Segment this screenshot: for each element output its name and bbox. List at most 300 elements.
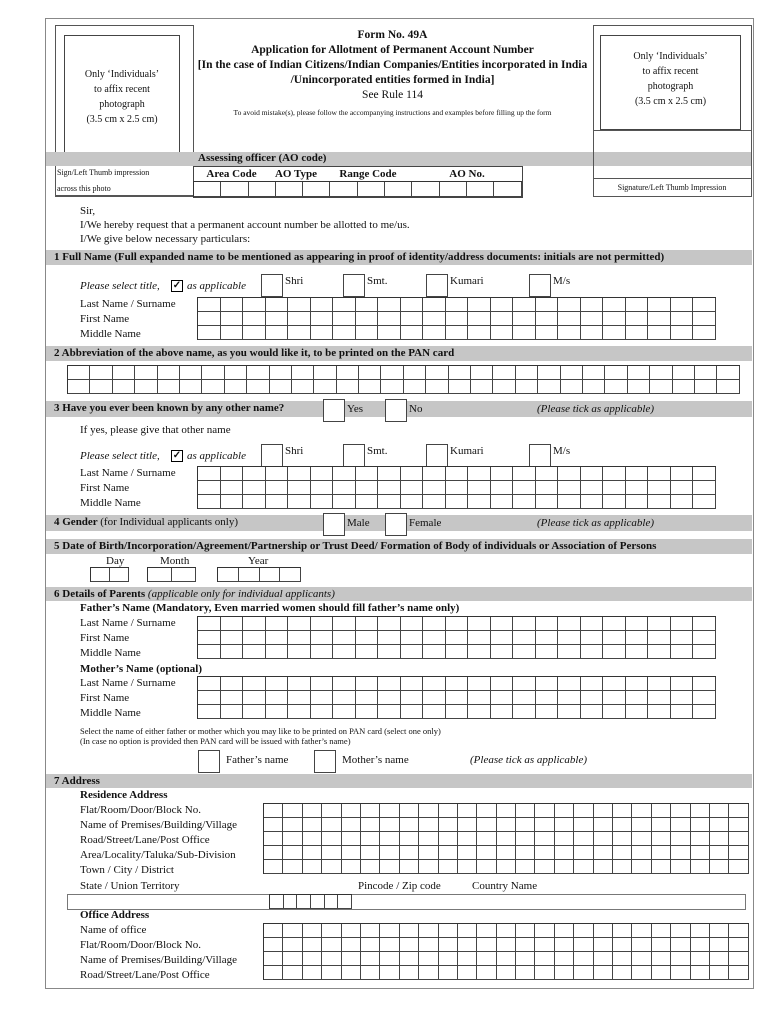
- char-cell[interactable]: [356, 677, 379, 691]
- char-cell[interactable]: [535, 818, 554, 832]
- char-cell[interactable]: [303, 966, 322, 980]
- char-cell[interactable]: [671, 924, 690, 938]
- char-cell[interactable]: [439, 804, 458, 818]
- father-name-checkbox[interactable]: [198, 750, 220, 773]
- char-cell[interactable]: [477, 846, 496, 860]
- title-checkbox-kumari[interactable]: [426, 274, 448, 297]
- char-cell[interactable]: [303, 818, 322, 832]
- char-cell[interactable]: [378, 312, 401, 326]
- char-cell[interactable]: [239, 568, 260, 582]
- char-cell[interactable]: [458, 804, 477, 818]
- char-cell[interactable]: [401, 617, 424, 631]
- char-cell[interactable]: [446, 617, 469, 631]
- char-cell[interactable]: [632, 818, 651, 832]
- char-cell[interactable]: [536, 691, 559, 705]
- char-cell[interactable]: [594, 818, 613, 832]
- char-cell[interactable]: [311, 705, 334, 719]
- char-cell[interactable]: [652, 846, 671, 860]
- char-cell[interactable]: [491, 481, 514, 495]
- char-cell[interactable]: [536, 481, 559, 495]
- char-cell[interactable]: [581, 617, 604, 631]
- char-cell[interactable]: [283, 938, 302, 952]
- char-cell[interactable]: [180, 366, 202, 380]
- char-cell[interactable]: [693, 312, 716, 326]
- char-cell[interactable]: [671, 645, 694, 659]
- char-cell[interactable]: [581, 298, 604, 312]
- char-cell[interactable]: [581, 467, 604, 481]
- char-cell[interactable]: [221, 481, 244, 495]
- char-cell[interactable]: [594, 860, 613, 874]
- char-cell[interactable]: [693, 495, 716, 509]
- title-checkbox-ms[interactable]: [529, 274, 551, 297]
- char-cell[interactable]: [380, 818, 399, 832]
- char-cell[interactable]: [322, 832, 341, 846]
- char-cell[interactable]: [283, 860, 302, 874]
- char-cell[interactable]: [439, 818, 458, 832]
- char-cell[interactable]: [419, 952, 438, 966]
- char-cell[interactable]: [605, 366, 627, 380]
- char-cell[interactable]: [693, 705, 716, 719]
- char-cell[interactable]: [419, 804, 438, 818]
- char-cell[interactable]: [378, 481, 401, 495]
- char-cell[interactable]: [264, 924, 283, 938]
- char-cell[interactable]: [288, 495, 311, 509]
- char-cell[interactable]: [311, 895, 325, 909]
- char-cell[interactable]: [717, 366, 739, 380]
- char-cell[interactable]: [613, 804, 632, 818]
- char-cell[interactable]: [555, 952, 574, 966]
- char-cell[interactable]: [648, 645, 671, 659]
- char-cell[interactable]: [311, 298, 334, 312]
- char-cell[interactable]: [333, 617, 356, 631]
- char-cell[interactable]: [581, 326, 604, 340]
- char-cell[interactable]: [266, 691, 289, 705]
- char-cell[interactable]: [68, 380, 90, 394]
- char-cell[interactable]: [380, 804, 399, 818]
- char-cell[interactable]: [361, 952, 380, 966]
- char-cell[interactable]: [356, 326, 379, 340]
- char-cell[interactable]: [513, 326, 536, 340]
- char-cell[interactable]: [423, 677, 446, 691]
- char-cell[interactable]: [650, 366, 672, 380]
- char-cell[interactable]: [221, 312, 244, 326]
- char-cell[interactable]: [439, 832, 458, 846]
- char-cell[interactable]: [632, 924, 651, 938]
- char-cell[interactable]: [198, 645, 221, 659]
- char-cell[interactable]: [458, 832, 477, 846]
- char-cell[interactable]: [468, 481, 491, 495]
- char-cell[interactable]: [378, 677, 401, 691]
- char-cell[interactable]: [283, 846, 302, 860]
- char-cell[interactable]: [536, 645, 559, 659]
- yes-checkbox[interactable]: [323, 399, 345, 422]
- char-cell[interactable]: [322, 846, 341, 860]
- char-cell[interactable]: [538, 380, 560, 394]
- char-cell[interactable]: [400, 924, 419, 938]
- char-cell[interactable]: [729, 832, 748, 846]
- char-cell[interactable]: [400, 846, 419, 860]
- title-checkbox-smt[interactable]: [343, 444, 365, 467]
- char-cell[interactable]: [221, 645, 244, 659]
- char-cell[interactable]: [419, 846, 438, 860]
- char-cell[interactable]: [221, 326, 244, 340]
- char-cell[interactable]: [632, 832, 651, 846]
- char-cell[interactable]: [292, 380, 314, 394]
- char-cell[interactable]: [423, 495, 446, 509]
- char-cell[interactable]: [491, 312, 514, 326]
- char-cell[interactable]: [361, 860, 380, 874]
- char-cell[interactable]: [691, 804, 710, 818]
- char-cell[interactable]: [555, 924, 574, 938]
- char-cell[interactable]: [288, 645, 311, 659]
- char-cell[interactable]: [333, 677, 356, 691]
- char-cell[interactable]: [426, 366, 448, 380]
- char-cell[interactable]: [303, 804, 322, 818]
- char-cell[interactable]: [400, 804, 419, 818]
- char-cell[interactable]: [401, 481, 424, 495]
- char-cell[interactable]: [303, 832, 322, 846]
- char-cell[interactable]: [603, 617, 626, 631]
- char-cell[interactable]: [671, 467, 694, 481]
- char-cell[interactable]: [264, 952, 283, 966]
- char-cell[interactable]: [603, 481, 626, 495]
- char-cell[interactable]: [322, 860, 341, 874]
- char-cell[interactable]: [446, 298, 469, 312]
- char-cell[interactable]: [648, 326, 671, 340]
- char-cell[interactable]: [288, 677, 311, 691]
- char-cell[interactable]: [458, 818, 477, 832]
- char-cell[interactable]: [247, 380, 269, 394]
- char-cell[interactable]: [671, 631, 694, 645]
- char-cell[interactable]: [401, 312, 424, 326]
- char-cell[interactable]: [247, 366, 269, 380]
- char-cell[interactable]: [361, 924, 380, 938]
- char-cell[interactable]: [468, 631, 491, 645]
- char-cell[interactable]: [342, 966, 361, 980]
- char-cell[interactable]: [574, 818, 593, 832]
- char-cell[interactable]: [401, 691, 424, 705]
- char-cell[interactable]: [648, 631, 671, 645]
- char-cell[interactable]: [536, 326, 559, 340]
- char-cell[interactable]: [401, 298, 424, 312]
- char-cell[interactable]: [288, 617, 311, 631]
- char-cell[interactable]: [626, 617, 649, 631]
- char-cell[interactable]: [468, 705, 491, 719]
- char-cell[interactable]: [401, 326, 424, 340]
- char-cell[interactable]: [356, 617, 379, 631]
- char-cell[interactable]: [356, 312, 379, 326]
- char-cell[interactable]: [613, 952, 632, 966]
- state-pincode-country-field[interactable]: [67, 894, 746, 910]
- char-cell[interactable]: [404, 366, 426, 380]
- char-cell[interactable]: [266, 495, 289, 509]
- char-cell[interactable]: [311, 645, 334, 659]
- char-cell[interactable]: [198, 467, 221, 481]
- char-cell[interactable]: [266, 645, 289, 659]
- char-cell[interactable]: [423, 326, 446, 340]
- char-cell[interactable]: [581, 645, 604, 659]
- char-cell[interactable]: [311, 617, 334, 631]
- char-cell[interactable]: [693, 691, 716, 705]
- char-cell[interactable]: [558, 617, 581, 631]
- char-cell[interactable]: [221, 677, 244, 691]
- char-cell[interactable]: [243, 631, 266, 645]
- char-cell[interactable]: [581, 691, 604, 705]
- char-cell[interactable]: [468, 298, 491, 312]
- char-cell[interactable]: [652, 966, 671, 980]
- char-cell[interactable]: [202, 380, 224, 394]
- char-cell[interactable]: [400, 938, 419, 952]
- char-cell[interactable]: [671, 312, 694, 326]
- char-cell[interactable]: [439, 846, 458, 860]
- char-cell[interactable]: [671, 617, 694, 631]
- char-cell[interactable]: [266, 326, 289, 340]
- char-cell[interactable]: [303, 952, 322, 966]
- char-cell[interactable]: [225, 366, 247, 380]
- char-cell[interactable]: [135, 366, 157, 380]
- char-cell[interactable]: [266, 705, 289, 719]
- char-cell[interactable]: [558, 481, 581, 495]
- char-cell[interactable]: [516, 846, 535, 860]
- char-cell[interactable]: [311, 312, 334, 326]
- char-cell[interactable]: [516, 380, 538, 394]
- char-cell[interactable]: [536, 312, 559, 326]
- char-cell[interactable]: [574, 832, 593, 846]
- char-cell[interactable]: [260, 568, 281, 582]
- char-cell[interactable]: [626, 705, 649, 719]
- char-cell[interactable]: [330, 182, 357, 197]
- char-cell[interactable]: [198, 312, 221, 326]
- char-cell[interactable]: [221, 495, 244, 509]
- char-cell[interactable]: [243, 298, 266, 312]
- title-checkbox-kumari[interactable]: [426, 444, 448, 467]
- char-cell[interactable]: [380, 924, 399, 938]
- char-cell[interactable]: [202, 366, 224, 380]
- char-cell[interactable]: [322, 938, 341, 952]
- char-cell[interactable]: [356, 481, 379, 495]
- char-cell[interactable]: [380, 952, 399, 966]
- char-cell[interactable]: [198, 481, 221, 495]
- char-cell[interactable]: [626, 691, 649, 705]
- char-cell[interactable]: [671, 832, 690, 846]
- char-cell[interactable]: [266, 481, 289, 495]
- char-cell[interactable]: [691, 832, 710, 846]
- char-cell[interactable]: [574, 966, 593, 980]
- char-cell[interactable]: [243, 645, 266, 659]
- char-cell[interactable]: [333, 705, 356, 719]
- char-cell[interactable]: [581, 631, 604, 645]
- char-cell[interactable]: [493, 366, 515, 380]
- no-checkbox[interactable]: [385, 399, 407, 422]
- char-cell[interactable]: [516, 952, 535, 966]
- char-cell[interactable]: [513, 312, 536, 326]
- char-cell[interactable]: [626, 467, 649, 481]
- char-cell[interactable]: [671, 804, 690, 818]
- char-cell[interactable]: [423, 705, 446, 719]
- char-cell[interactable]: [477, 832, 496, 846]
- char-cell[interactable]: [468, 691, 491, 705]
- char-cell[interactable]: [558, 312, 581, 326]
- char-cell[interactable]: [574, 860, 593, 874]
- char-cell[interactable]: [468, 326, 491, 340]
- char-cell[interactable]: [594, 952, 613, 966]
- char-cell[interactable]: [264, 832, 283, 846]
- char-cell[interactable]: [516, 366, 538, 380]
- char-cell[interactable]: [693, 631, 716, 645]
- char-cell[interactable]: [221, 691, 244, 705]
- char-cell[interactable]: [243, 617, 266, 631]
- char-cell[interactable]: [426, 380, 448, 394]
- char-cell[interactable]: [356, 467, 379, 481]
- char-cell[interactable]: [652, 818, 671, 832]
- char-cell[interactable]: [497, 846, 516, 860]
- char-cell[interactable]: [468, 467, 491, 481]
- char-cell[interactable]: [536, 298, 559, 312]
- char-cell[interactable]: [198, 326, 221, 340]
- char-cell[interactable]: [603, 467, 626, 481]
- char-cell[interactable]: [513, 298, 536, 312]
- char-cell[interactable]: [555, 832, 574, 846]
- char-cell[interactable]: [378, 617, 401, 631]
- char-cell[interactable]: [574, 924, 593, 938]
- char-cell[interactable]: [283, 924, 302, 938]
- char-cell[interactable]: [652, 938, 671, 952]
- char-cell[interactable]: [516, 860, 535, 874]
- char-cell[interactable]: [491, 677, 514, 691]
- char-cell[interactable]: [378, 631, 401, 645]
- char-cell[interactable]: [710, 952, 729, 966]
- char-cell[interactable]: [423, 467, 446, 481]
- char-cell[interactable]: [710, 832, 729, 846]
- char-cell[interactable]: [603, 312, 626, 326]
- char-cell[interactable]: [536, 705, 559, 719]
- char-cell[interactable]: [535, 804, 554, 818]
- char-cell[interactable]: [218, 568, 239, 582]
- char-cell[interactable]: [440, 182, 467, 197]
- char-cell[interactable]: [342, 860, 361, 874]
- char-cell[interactable]: [288, 691, 311, 705]
- char-cell[interactable]: [594, 832, 613, 846]
- char-cell[interactable]: [333, 691, 356, 705]
- char-cell[interactable]: [266, 631, 289, 645]
- char-cell[interactable]: [423, 645, 446, 659]
- char-cell[interactable]: [322, 804, 341, 818]
- female-checkbox[interactable]: [385, 513, 407, 536]
- char-cell[interactable]: [581, 677, 604, 691]
- char-cell[interactable]: [381, 380, 403, 394]
- char-cell[interactable]: [594, 846, 613, 860]
- char-cell[interactable]: [497, 804, 516, 818]
- char-cell[interactable]: [497, 966, 516, 980]
- char-cell[interactable]: [693, 677, 716, 691]
- char-cell[interactable]: [439, 860, 458, 874]
- char-cell[interactable]: [603, 705, 626, 719]
- char-cell[interactable]: [613, 966, 632, 980]
- char-cell[interactable]: [691, 846, 710, 860]
- char-cell[interactable]: [270, 895, 284, 909]
- char-cell[interactable]: [513, 481, 536, 495]
- char-cell[interactable]: [198, 631, 221, 645]
- title-checkbox-shri[interactable]: [261, 274, 283, 297]
- char-cell[interactable]: [198, 298, 221, 312]
- char-cell[interactable]: [574, 938, 593, 952]
- char-cell[interactable]: [338, 895, 352, 909]
- char-cell[interactable]: [401, 495, 424, 509]
- char-cell[interactable]: [626, 481, 649, 495]
- char-cell[interactable]: [513, 705, 536, 719]
- char-cell[interactable]: [693, 481, 716, 495]
- char-cell[interactable]: [110, 568, 129, 582]
- char-cell[interactable]: [439, 924, 458, 938]
- char-cell[interactable]: [423, 298, 446, 312]
- char-cell[interactable]: [356, 631, 379, 645]
- char-cell[interactable]: [356, 645, 379, 659]
- char-cell[interactable]: [691, 938, 710, 952]
- char-cell[interactable]: [477, 818, 496, 832]
- char-cell[interactable]: [359, 380, 381, 394]
- char-cell[interactable]: [471, 380, 493, 394]
- char-cell[interactable]: [225, 380, 247, 394]
- char-cell[interactable]: [516, 818, 535, 832]
- left-photo-box[interactable]: [64, 35, 180, 164]
- char-cell[interactable]: [583, 380, 605, 394]
- char-cell[interactable]: [671, 860, 690, 874]
- char-cell[interactable]: [613, 818, 632, 832]
- char-cell[interactable]: [449, 366, 471, 380]
- char-cell[interactable]: [671, 298, 694, 312]
- char-cell[interactable]: [380, 860, 399, 874]
- char-cell[interactable]: [626, 631, 649, 645]
- char-cell[interactable]: [558, 298, 581, 312]
- char-cell[interactable]: [648, 298, 671, 312]
- char-cell[interactable]: [535, 924, 554, 938]
- char-cell[interactable]: [710, 804, 729, 818]
- char-cell[interactable]: [283, 832, 302, 846]
- char-cell[interactable]: [284, 895, 298, 909]
- char-cell[interactable]: [729, 966, 748, 980]
- char-cell[interactable]: [632, 860, 651, 874]
- char-cell[interactable]: [333, 326, 356, 340]
- char-cell[interactable]: [491, 467, 514, 481]
- char-cell[interactable]: [491, 617, 514, 631]
- char-cell[interactable]: [91, 568, 110, 582]
- char-cell[interactable]: [221, 182, 248, 197]
- char-cell[interactable]: [652, 804, 671, 818]
- char-cell[interactable]: [378, 326, 401, 340]
- char-cell[interactable]: [423, 617, 446, 631]
- char-cell[interactable]: [172, 568, 196, 582]
- char-cell[interactable]: [671, 818, 690, 832]
- char-cell[interactable]: [314, 380, 336, 394]
- char-cell[interactable]: [361, 818, 380, 832]
- char-cell[interactable]: [555, 966, 574, 980]
- char-cell[interactable]: [695, 366, 717, 380]
- char-cell[interactable]: [477, 804, 496, 818]
- char-cell[interactable]: [652, 832, 671, 846]
- char-cell[interactable]: [446, 312, 469, 326]
- char-cell[interactable]: [613, 938, 632, 952]
- char-cell[interactable]: [439, 966, 458, 980]
- char-cell[interactable]: [311, 495, 334, 509]
- char-cell[interactable]: [468, 677, 491, 691]
- char-cell[interactable]: [652, 952, 671, 966]
- char-cell[interactable]: [400, 818, 419, 832]
- char-cell[interactable]: [266, 312, 289, 326]
- char-cell[interactable]: [458, 966, 477, 980]
- char-cell[interactable]: [264, 966, 283, 980]
- char-cell[interactable]: [342, 846, 361, 860]
- char-cell[interactable]: [221, 467, 244, 481]
